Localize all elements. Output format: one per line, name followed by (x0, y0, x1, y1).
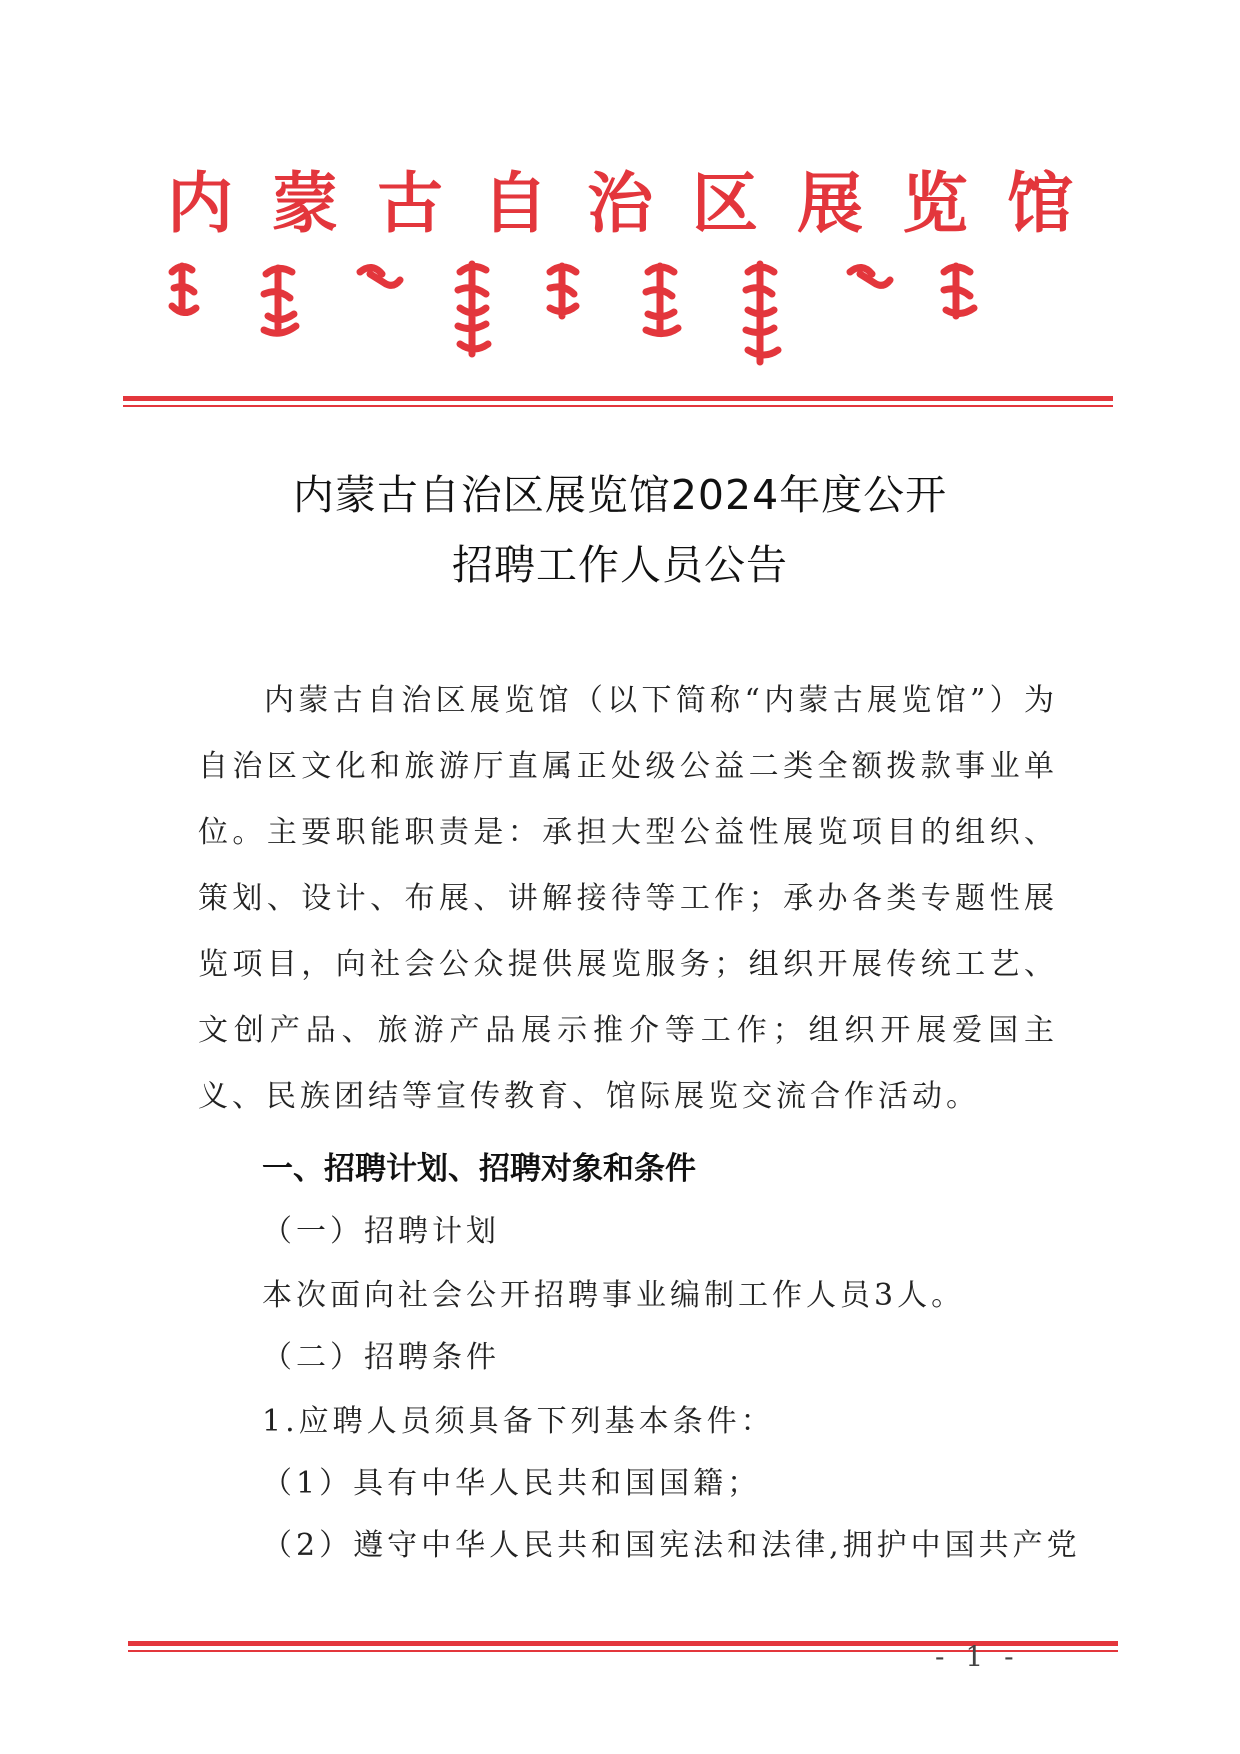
org-name-char: 自 (482, 164, 548, 242)
org-name-char: 览 (902, 164, 968, 242)
list-item: （1）具有中华人民共和国国籍； (262, 1466, 762, 1501)
header-rule-thick (123, 396, 1113, 401)
page-number: - 1 - (935, 1640, 1020, 1673)
org-name-char: 区 (692, 164, 758, 242)
org-name-char: 展 (797, 164, 863, 242)
org-name-char: 馆 (1007, 164, 1073, 242)
document-title-line2: 招聘工作人员公告 (452, 541, 788, 589)
subsection1-heading: （一）招聘计划 (262, 1214, 500, 1249)
list-item: 1.应聘人员须具备下列基本条件： (262, 1404, 775, 1439)
intro-paragraph: 内蒙古自治区展览馆（以下简称“内蒙古展览馆”）为自治区文化和旅游厅直属正处级公益二类全额拨款事业单位。主要职能职责是：承担大型公益性展览项目的组织、策划、设计、布展、讲解接待等工作；承办各类专题性展览项目，向社会公众提供展览服务；组织开展传统工艺、文创产品、旅游产品展示推介等工作；组织开展爱国主义、民族团结等宣传教育、馆际展览交流合作活动。 (198, 683, 1058, 1114)
mongolian-script-graphic (160, 258, 1080, 368)
org-name-char: 内 (167, 164, 233, 242)
list-item: （2）遵守中华人民共和国宪法和法律,拥护中国共产党 (262, 1528, 1081, 1563)
section1-heading: 一、招聘计划、招聘对象和条件 (262, 1151, 696, 1187)
org-name-char: 蒙 (272, 164, 338, 242)
header-rule-thin (123, 405, 1113, 407)
subsection1-text: 本次面向社会公开招聘事业编制工作人员3人。 (262, 1278, 966, 1313)
org-name-char: 治 (587, 164, 653, 242)
subsection2-heading: （二）招聘条件 (262, 1340, 500, 1375)
document-title-line1: 内蒙古自治区展览馆2024年度公开 (292, 471, 948, 519)
org-name-char: 古 (377, 164, 443, 242)
org-name-masthead (160, 164, 1080, 242)
mongolian-script-masthead (160, 258, 1080, 368)
